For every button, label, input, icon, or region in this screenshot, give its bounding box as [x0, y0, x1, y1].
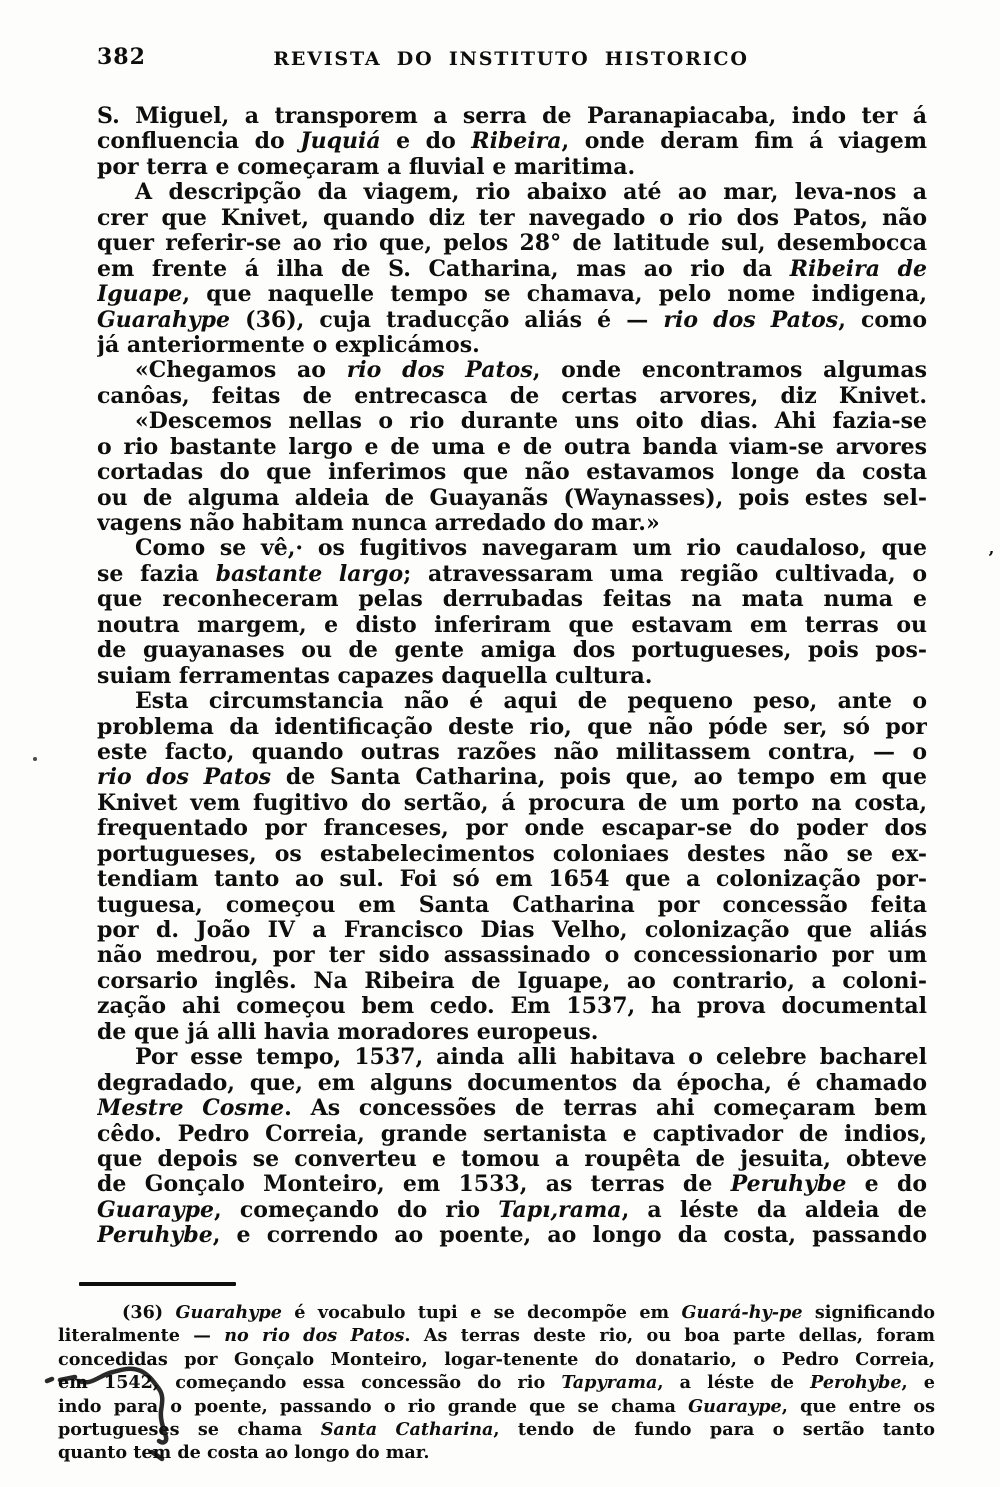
text-line: quanto tem de costa ao longo do mar.	[58, 1442, 430, 1464]
text-line: suiam ferramentas capazes daquella cultura.	[97, 663, 653, 689]
text-line: problema da identificação deste rio, que não póde ser, só por	[97, 714, 927, 740]
text-line: portugueses se chama Santa Catharina, tendo de fundo para o sertão tanto	[58, 1418, 935, 1440]
text-line: portugueses, os estabelecimentos coloniaes destes não se ex-	[97, 841, 927, 867]
paragraph	[97, 358, 927, 409]
text-line: tendiam tanto ao sul. Foi só em 1654 que a colonização por-	[97, 867, 927, 893]
text-line: ou de alguma aldeia de Guayanãs (Waynasses), pois estes sel-	[97, 485, 927, 511]
text-line: tuguesa, começou em Santa Catharina por concessão feita	[97, 892, 927, 918]
text-line: frequentado por franceses, por onde escapar-se do poder dos	[97, 816, 927, 842]
text-line: de guayanases ou de gente amiga dos portugueses, pois pos-	[97, 638, 927, 664]
paragraph	[97, 180, 927, 358]
text-line: não medrou, por ter sido assassinado o concessionario por um	[97, 943, 927, 969]
text-line: Como se vê,· os fugitivos navegaram um rio caudaloso, que	[135, 536, 927, 562]
page-number: 382	[97, 44, 146, 70]
text-line: «Chegamos ao rio dos Patos, onde encontramos algumas	[135, 358, 927, 384]
text-line: que reconheceram pelas derrubadas feitas na mata numa e	[97, 587, 927, 613]
text-line: (36) Guarahype é vocabulo tupi e se decompõe em Guará-hy-pe significando	[122, 1302, 935, 1323]
text-line: S. Miguel, a transporem a serra de Paranapiacaba, indo ter á	[97, 104, 927, 129]
text-line: noutra margem, e disto inferiram que estavam em terras ou	[97, 612, 927, 638]
text-line: A descripção da viagem, rio abaixo até ao mar, leva-nos a	[135, 180, 927, 206]
text-line: cêdo. Pedro Correia, grande sertanista e captivador de indios,	[97, 1121, 927, 1147]
text-line: por terra e começaram a fluvial e maritima.	[97, 154, 636, 180]
text-line: de que já alli havia moradores europeus.	[97, 1019, 599, 1045]
text-line: «Descemos nellas o rio durante uns oito dias. Ahi fazia-se	[135, 409, 927, 435]
text-line: Knivet vem fugitivo do sertão, á procura de um porto na costa,	[97, 790, 927, 816]
text-line: Por esse tempo, 1537, ainda alli habitava o celebre bacharel	[135, 1045, 927, 1071]
text-line: de Gonçalo Monteiro, em 1533, as terras de Peruhybe e do	[97, 1172, 927, 1198]
paragraph	[97, 689, 927, 1045]
text-line: crer que Knivet, quando diz ter navegado o rio dos Patos, não	[97, 205, 927, 231]
paragraph	[97, 409, 927, 536]
text-line: Mestre Cosme. As concessões de terras ahi começaram bem	[97, 1096, 927, 1122]
text-line: indo para o poente, passando o rio grande que se chama Guaraype, que entre os	[58, 1395, 935, 1417]
text-line: concedidas por Gonçalo Monteiro, logar-tenente do donatario, o Pedro Correia,	[58, 1348, 935, 1370]
text-line: já anteriormente o explicámos.	[97, 332, 480, 358]
ink-speck	[33, 757, 37, 761]
footnote	[58, 1301, 935, 1465]
stray-apostrophe-mark: ’	[988, 548, 995, 569]
text-line: cortadas do que inferimos que não estavamos longe da costa	[97, 460, 927, 486]
text-line: o rio bastante largo e de uma e de outra banda viam-se arvores	[97, 434, 927, 460]
text-line: Esta circumstancia não é aqui de pequeno peso, ante o	[135, 689, 927, 715]
text-line: Guarahype (36), cuja traducção aliás é — rio dos Patos, como	[97, 307, 927, 333]
text-line: Peruhybe, e correndo ao poente, ao longo da costa, passando	[97, 1223, 927, 1249]
text-line: que depois se converteu e tomou a roupêta de jesuita, obteve	[97, 1146, 927, 1172]
paragraph	[97, 104, 927, 180]
text-line: Iguape, que naquelle tempo se chamava, pelo nome indigena,	[97, 282, 927, 308]
text-line: em 1542, começando essa concessão do rio Tapyrama, a léste de Perohybe, e	[58, 1372, 935, 1394]
footnote-separator-rule	[79, 1282, 236, 1286]
paragraph	[97, 1045, 927, 1249]
text-line: quer referir-se ao rio que, pelos 28° de latitude sul, desembocca	[97, 231, 927, 257]
text-line: confluencia do Juquiá e do Ribeira, onde deram fim á viagem	[97, 129, 927, 155]
text-line: literalmente — no rio dos Patos. As terras deste rio, ou boa parte dellas, foram	[58, 1325, 935, 1347]
text-line: rio dos Patos de Santa Catharina, pois que, ao tempo em que	[97, 765, 927, 791]
text-line: Guaraype, começando do rio Tapı,rama, a léste da aldeia de	[97, 1197, 927, 1223]
text-line: em frente á ilha de S. Catharina, mas ao rio da Ribeira de	[97, 256, 927, 282]
text-line: se fazia bastante largo; atravessaram uma região cultivada, o	[97, 561, 927, 587]
text-line: vagens não habitam nunca arredado do mar.»	[97, 511, 660, 536]
text-line: degradado, que, em alguns documentos da épocha, é chamado	[97, 1070, 927, 1096]
text-line: zação ahi começou bem cedo. Em 1537, ha prova documental	[97, 994, 927, 1020]
text-line: este facto, quando outras razões não militassem contra, — o	[97, 739, 927, 765]
text-line: corsario inglês. Na Ribeira de Iguape, ao contrario, a coloni-	[97, 968, 927, 994]
journal-title: REVISTA DO INSTITUTO HISTORICO	[273, 48, 749, 70]
paragraph	[97, 536, 927, 689]
text-line: por d. João IV a Francisco Dias Velho, colonização que aliás	[97, 918, 927, 943]
main-text	[97, 104, 927, 1249]
text-line: canôas, feitas de entrecasca de certas arvores, diz Knivet.	[97, 383, 927, 409]
